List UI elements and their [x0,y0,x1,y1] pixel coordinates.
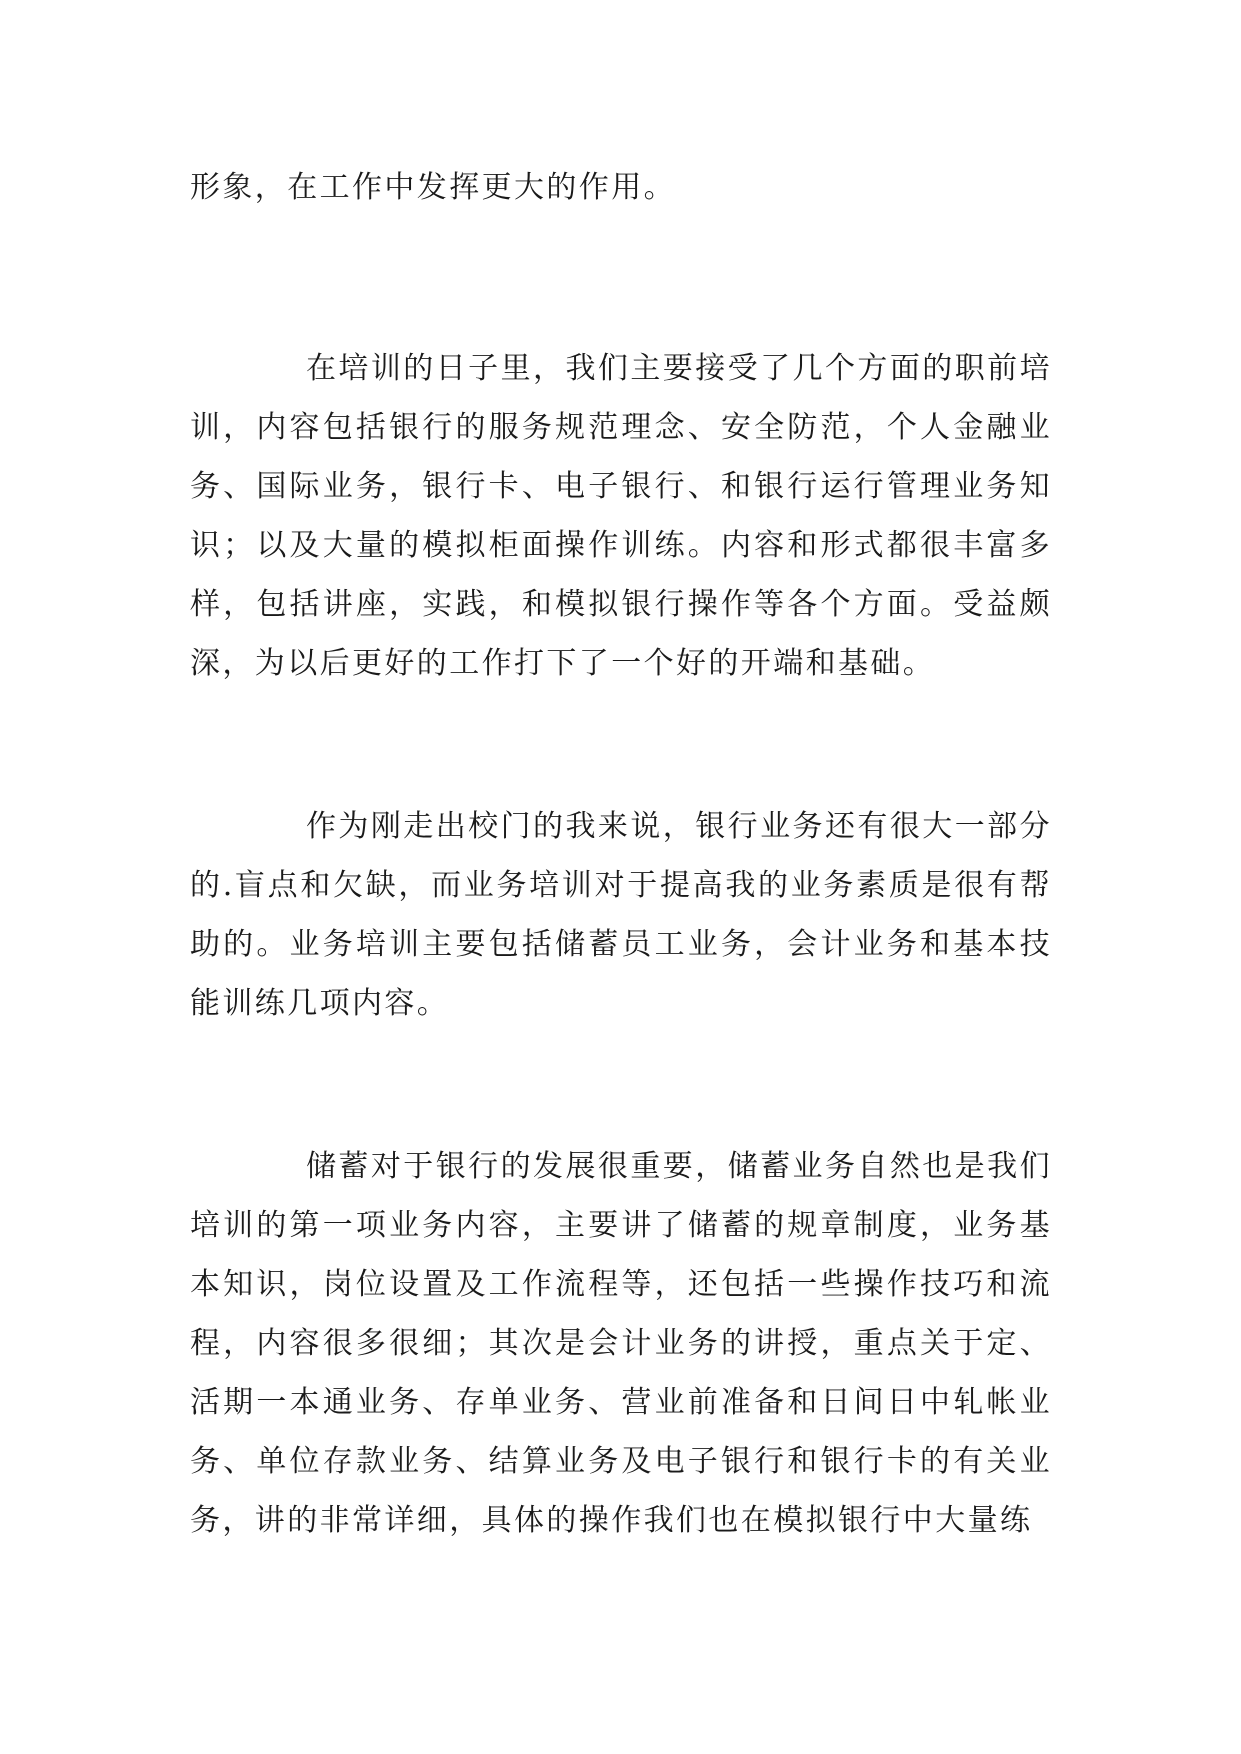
paragraph-continuation: 形象，在工作中发挥更大的作用。 [190,170,676,205]
paragraph-training-overview: 在培训的日子里，我们主要接受了几个方面的职前培训，内容包括银行的服务规范理念、安全防范，个人金融业务、国际业务，银行卡、电子银行、和银行运行管理业务知识；以及大量的模拟柜面操作训练。内容和形式都很丰富多样，包括讲座，实践，和模拟银行操作等各个方面。受益颇深，为以后更好的工作打下了一个好的开端和基础。 [190,351,1052,681]
paragraph-business-training: 作为刚走出校门的我来说，银行业务还有很大一部分的.盲点和欠缺，而业务培训对于提高我的业务素质是很有帮助的。业务培训主要包括储蓄员工业务，会计业务和基本技能训练几项内容。 [190,809,1052,1021]
paragraph-savings-training: 储蓄对于银行的发展很重要，储蓄业务自然也是我们培训的第一项业务内容，主要讲了储蓄的规章制度，业务基本知识，岗位设置及工作流程等，还包括一些操作技巧和流程，内容很多很细；其次是会计业务的讲授，重点关于定、活期一本通业务、存单业务、营业前准备和日间日中轧帐业务、单位存款业务、结算业务及电子银行和银行卡的有关业务，讲的非常详细，具体的操作我们也在模拟银行中大量练 [190,1149,1052,1538]
